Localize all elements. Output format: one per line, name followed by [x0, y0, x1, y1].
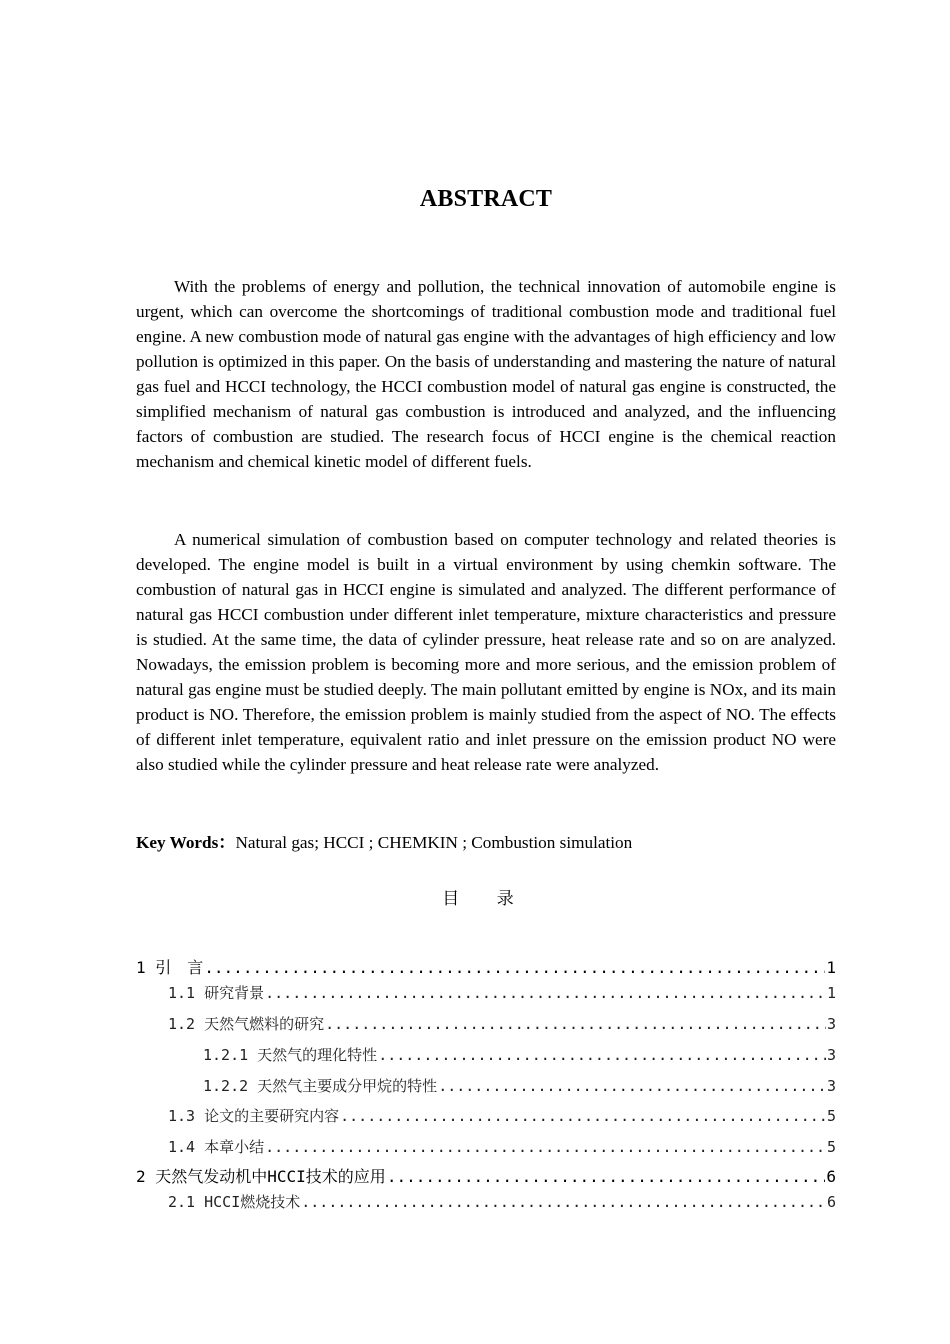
toc-entry-label: 1.4 本章小结	[168, 1138, 265, 1156]
toc-entry-page: 3	[826, 1015, 836, 1033]
toc-leader	[265, 983, 826, 1003]
toc-entry-label: 2 天然气发动机中HCCI技术的应用	[136, 1167, 386, 1186]
toc-entry-page: 6	[826, 1193, 836, 1211]
toc-leader	[387, 1167, 826, 1187]
toc-leader	[378, 1045, 826, 1065]
toc-entry-label: 1.1 研究背景	[168, 984, 265, 1002]
toc-entry-page: 6	[826, 1167, 836, 1186]
toc-entry-label: 2.1 HCCI燃烧技术	[168, 1193, 301, 1211]
toc-entry-page: 5	[826, 1107, 836, 1125]
toc-leader	[325, 1014, 826, 1034]
keywords-line	[136, 830, 836, 855]
toc-entry[interactable]	[136, 1167, 836, 1187]
toc-entry[interactable]	[168, 983, 836, 1003]
keywords-value: Natural gas; HCCI ; CHEMKIN ; Combustion simulation	[235, 833, 633, 852]
toc-entry[interactable]	[203, 1045, 836, 1065]
toc-entry-page: 3	[826, 1046, 836, 1064]
abstract-paragraph-1: With the problems of energy and pollution, the technical innovation of automobile engine is urgent, which can overcome the shortcomings of traditional combustion mode and traditional fuel engine. A new combustion mode of natural gas engine with the advantages of high efficiency and low pollution is optimized in this paper. On the basis of understanding and mastering the nature of natural gas fuel and HCCI technology, the HCCI combustion model of natural gas engine is constructed, the simplified mechanism of natural gas combustion is introduced and analyzed, and the influencing factors of combustion are studied. The research focus of HCCI engine is the chemical reaction mechanism and chemical kinetic model of different fuels.	[136, 277, 836, 471]
toc-leader	[204, 958, 825, 978]
toc-entry-label: 1.2.2 天然气主要成分甲烷的特性	[203, 1077, 438, 1095]
keywords-label: Key Words：	[136, 833, 236, 852]
toc-entry[interactable]	[168, 1137, 836, 1157]
toc-entry-page: 3	[826, 1077, 836, 1095]
abstract-paragraph-2: A numerical simulation of combustion based on computer technology and related theories is developed. The engine model is built in a virtual environment by using chemkin software. The combustion of natural gas in HCCI engine is simulated and analyzed. The different performance of natural gas HCCI combustion under different inlet temperature, mixture characteristics and pressure is studied. At the same time, the data of cylinder pressure, heat release rate and so on are analyzed. Nowadays, the emission problem is becoming more and more serious, and the emission problem of natural gas engine must be studied deeply. The main pollutant emitted by engine is NOx, and its main product is NO. Therefore, the emission problem is mainly studied from the aspect of NO. The effects of different inlet temperature, equivalent ratio and inlet pressure on the emission product NO were also studied while the cylinder pressure and heat release rate were analyzed.	[136, 530, 836, 774]
toc-entry-label: 1.3 论文的主要研究内容	[168, 1107, 340, 1125]
toc-entry[interactable]	[136, 958, 836, 978]
toc-entry[interactable]	[168, 1106, 836, 1126]
toc-entry-label: 1 引 言	[136, 958, 204, 977]
toc-leader	[265, 1137, 826, 1157]
toc-entry[interactable]	[168, 1192, 836, 1212]
toc-leader	[301, 1192, 826, 1212]
toc-entry-label: 1.2.1 天然气的理化特性	[203, 1046, 378, 1064]
abstract-title: ABSTRACT	[419, 186, 553, 212]
toc-entry[interactable]	[203, 1076, 836, 1096]
toc-entry-page: 1	[826, 958, 836, 977]
toc-leader	[438, 1076, 826, 1096]
toc-title: 目 录	[442, 889, 530, 909]
toc-entry[interactable]	[168, 1014, 836, 1034]
toc-entry-page: 5	[826, 1138, 836, 1156]
toc-entry-label: 1.2 天然气燃料的研究	[168, 1015, 325, 1033]
toc-entry-page: 1	[826, 984, 836, 1002]
toc-leader	[340, 1106, 826, 1126]
